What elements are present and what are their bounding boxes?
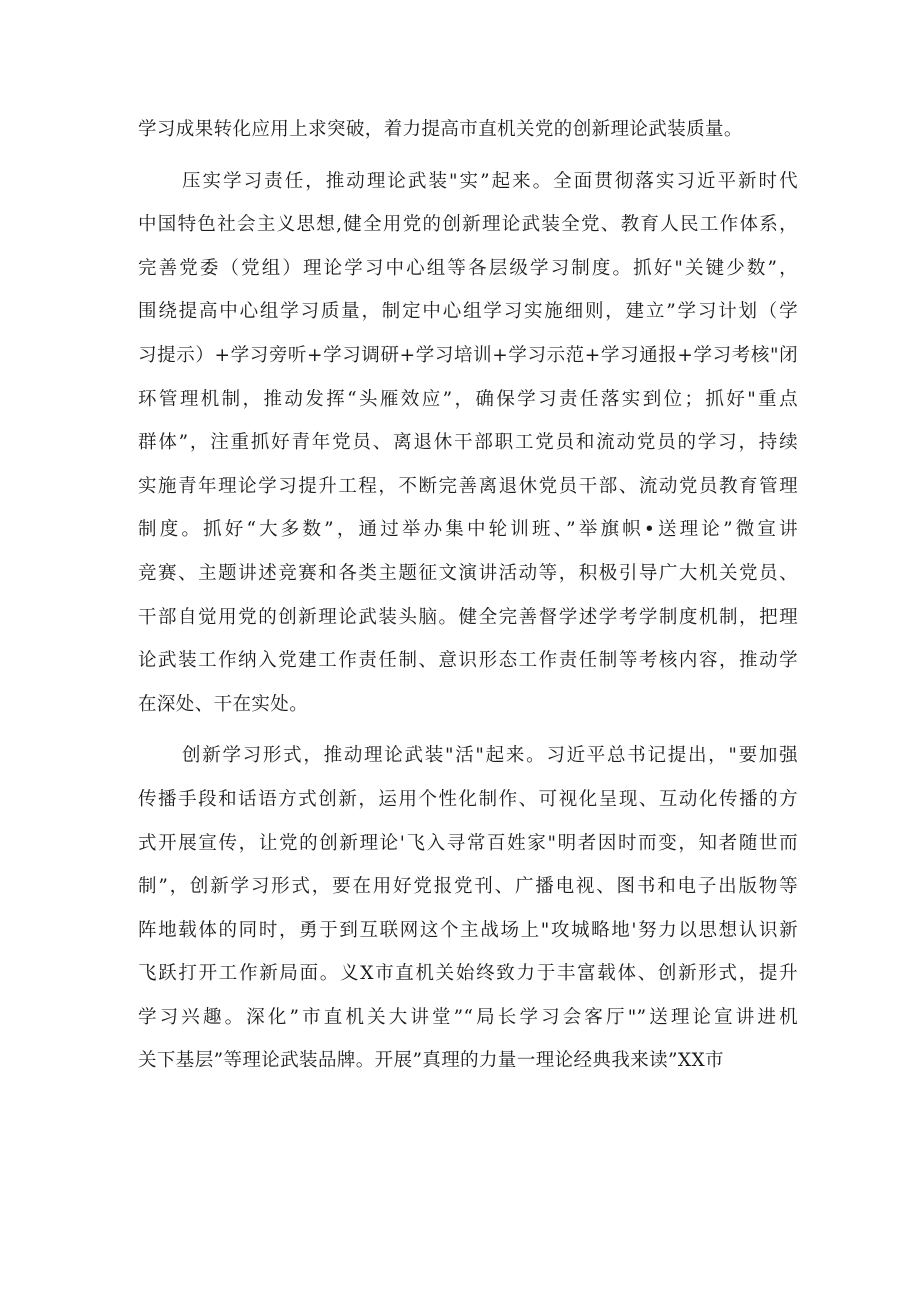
- paragraph-gap: [138, 152, 798, 160]
- paragraph-2-line-8: 实施青年理论学习提升工程，不断完善离退休党员干部、流动党员教育管理: [138, 475, 798, 497]
- paragraph-2-line-4: 围绕提高中心组学习质量，制定中心组学习实施细则，建立”学习计划（学: [138, 301, 798, 323]
- paragraph-2-line-10: 竞赛、主题讲述竞赛和各类主题征文演讲活动等，积极引导广大机关党员、: [138, 562, 798, 584]
- document-body: [138, 108, 798, 1083]
- paragraph-2-line-2: 中国特色社会主义思想,健全用党的创新理论武装全党、教育人民工作体系，: [138, 214, 798, 236]
- paragraph-1-line-1: 学习成果转化应用上求突破，着力提高市直机关党的创新理论武装质量。: [138, 119, 743, 140]
- paragraph-2-line-1: 压实学习责任，推动理论武装"实”起来。全面贯彻落实习近平新时代: [182, 170, 798, 192]
- paragraph-3-line-2: 传播手段和话语方式创新，运用个性化制作、可视化呈现、互动化传播的方: [138, 788, 798, 810]
- paragraph-3-line-1: 创新学习形式，推动理论武装"活"起来。习近平总书记提出，"要加强: [182, 745, 798, 767]
- paragraph-2-line-3: 完善党委（党组）理论学习中心组等各层级学习制度。抓好"关键少数”，: [138, 257, 798, 279]
- paragraph-3-line-7: 学习兴趣。深化”市直机关大讲堂”“局长学习会客厅"”送理论宣讲进机: [138, 1006, 798, 1028]
- paragraph-2-line-13: 在深处、干在实处。: [138, 693, 309, 715]
- paragraph-3-line-8: 关下基层”等理论武装品牌。开展”真理的力量一理论经典我来读”XX市: [138, 1050, 724, 1072]
- paragraph-gap: [138, 726, 798, 734]
- paragraph-3-line-3: 式开展宣传，让党的创新理论'飞入寻常百姓家"明者因时而变，知者随世而: [138, 832, 798, 854]
- paragraph-2-line-6: 环管理机制，推动发挥“头雁效应”，确保学习责任落实到位；抓好"重点: [138, 388, 798, 410]
- paragraph-2-line-9: 制度。抓好“大多数”，通过举办集中轮训班、”举旗帜•送理论”微宣讲: [138, 519, 798, 541]
- paragraph-3-line-5: 阵地载体的同时，勇于到互联网这个主战场上"攻城略地'努力以思想认识新: [138, 919, 798, 941]
- paragraph-3-line-6: 飞跃打开工作新局面。义X市直机关始终致力于丰富载体、创新形式，提升: [138, 963, 798, 985]
- paragraph-2-line-7: 群体”，注重抓好青年党员、离退休干部职工党员和流动党员的学习，持续: [138, 432, 798, 454]
- paragraph-2-line-11: 干部自觉用党的创新理论武装头脑。健全完善督学述学考学制度机制，把理: [138, 606, 798, 628]
- paragraph-2-line-5: 习提示）+学习旁听+学习调研+学习培训+学习示范+学习通报+学习考核"闭: [138, 344, 798, 366]
- paragraph-2-line-12: 论武装工作纳入党建工作责任制、意识形态工作责任制等考核内容，推动学: [138, 650, 798, 672]
- paragraph-3-line-4: 制”，创新学习形式，要在用好党报党刊、广播电视、图书和电子出版物等: [138, 876, 798, 898]
